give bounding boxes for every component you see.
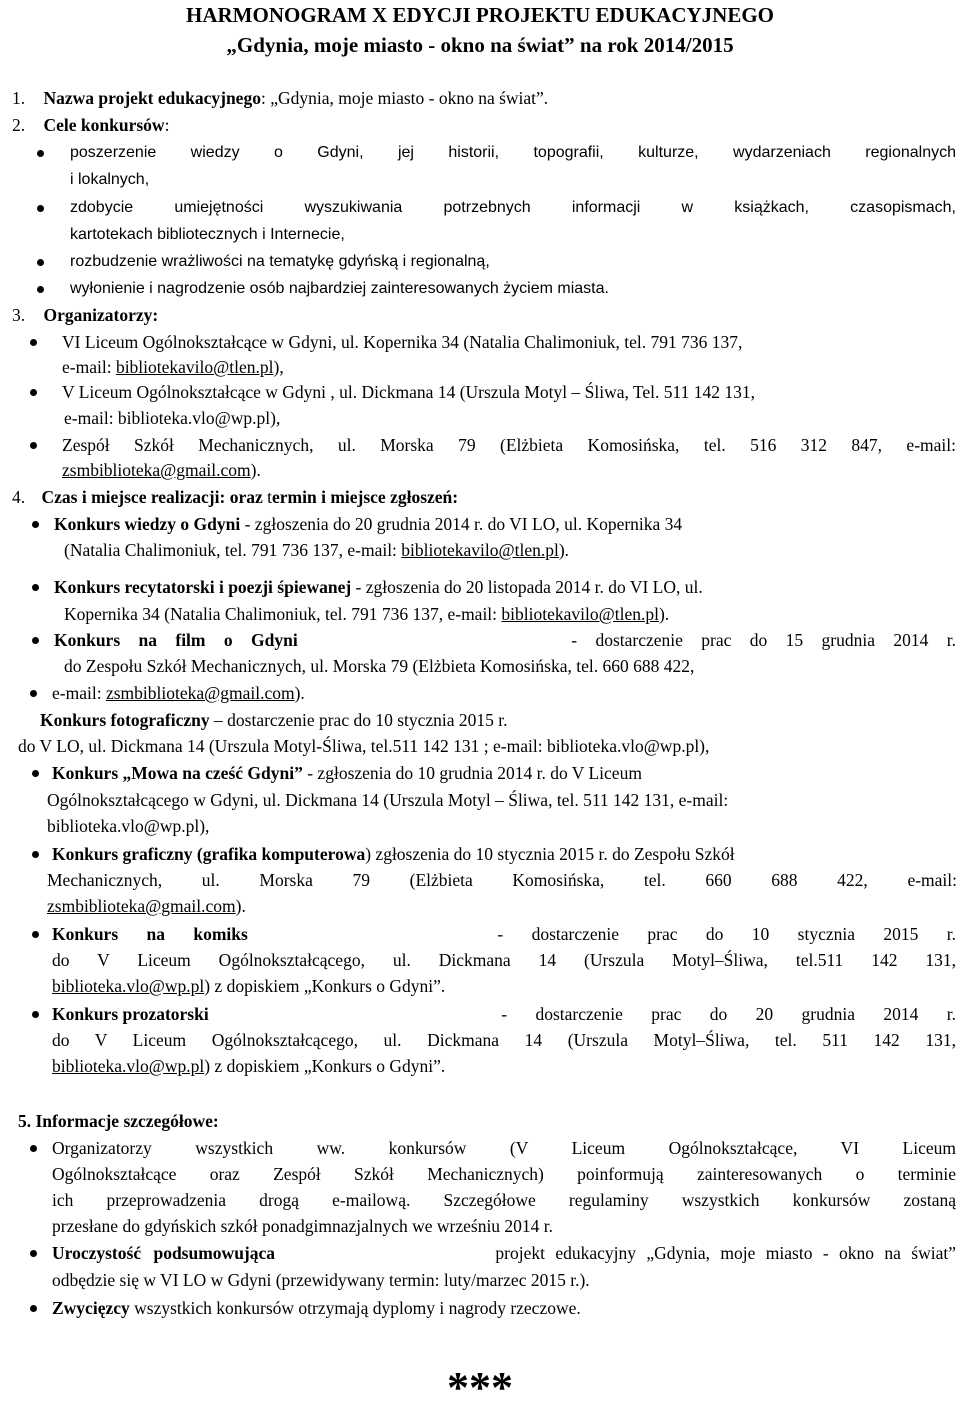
bullet-icon xyxy=(37,286,44,293)
contest-8-line-3 xyxy=(52,1054,445,1078)
contest-8-suffix: ) z dopiskiem „Konkurs o Gdyni”. xyxy=(204,1056,446,1076)
contest-3-line-3 xyxy=(52,681,305,705)
contest-1-title: Konkurs wiedzy o Gdyni xyxy=(54,514,241,534)
bullet-icon xyxy=(37,150,44,157)
info-1-line-4: przesłane do gdyńskich szkół ponadgimnazjalnych we wrześniu 2014 r. xyxy=(52,1216,554,1236)
info-2-details: projekt edukacyjny „Gdynia, moje miasto - okno na świat” xyxy=(495,1243,956,1263)
bullet-icon xyxy=(30,1250,37,1257)
contest-8-email-link[interactable]: biblioteka.vlo@wp.pl xyxy=(52,1056,205,1076)
contest-6-details: ) zgłoszenia do 10 stycznia 2015 r. do Zespołu Szkół xyxy=(365,844,735,864)
contest-3-suffix: ). xyxy=(294,683,305,703)
section-4-label: Czas i miejsce realizacji: oraz xyxy=(41,487,268,507)
goal-1-line-2: i lokalnych, xyxy=(70,171,150,188)
contest-5-line-2: Ogólnokształcącego w Gdyni, ul. Dickmana 14 (Urszula Motyl – Śliwa, tel. 511 142 131, e-mail: xyxy=(47,790,729,810)
contest-6-line-3 xyxy=(47,894,246,918)
contest-1-line-1 xyxy=(54,512,682,536)
section-1-number: 1. xyxy=(12,88,26,108)
title-line-1: HARMONOGRAM X EDYCJI PROJEKTU EDUKACYJNEGO xyxy=(186,3,774,27)
bullet-icon xyxy=(32,770,39,777)
info-3 xyxy=(52,1296,581,1320)
contest-3-email-prefix: e-mail: xyxy=(52,683,106,703)
contest-8-details: - dostarczenie prac do 20 grudnia 2014 r. xyxy=(501,1004,956,1024)
info-3-title: Zwycięzcy xyxy=(52,1298,130,1318)
section-5-label: Informacje szczegółowe: xyxy=(35,1111,219,1131)
bullet-icon xyxy=(30,1145,37,1152)
bullet-icon xyxy=(37,259,44,266)
contest-5-line-3: biblioteka.vlo@wp.pl), xyxy=(47,816,210,836)
contest-2-email-link[interactable]: bibliotekavilo@tlen.pl xyxy=(501,604,659,624)
contest-8-line-2: do V Liceum Ogólnokształcącego, ul. Dickmana 14 (Urszula Motyl–Śliwa, tel. 511 142 131, xyxy=(52,1030,956,1050)
section-2-label: Cele konkursów xyxy=(43,115,165,135)
organizer-1-line-1: VI Liceum Ogólnokształcące w Gdyni, ul. Kopernika 34 (Natalia Chalimoniuk, tel. 791 736 137, xyxy=(62,332,743,352)
contest-7-line-1 xyxy=(52,922,956,946)
contest-2-details: - zgłoszenia do 20 listopada 2014 r. do VI LO, ul. xyxy=(351,577,703,597)
contest-2-line-1 xyxy=(54,575,703,599)
section-5-heading xyxy=(18,1109,219,1133)
section-1-label: Nazwa projekt edukacyjnego xyxy=(43,88,261,108)
bullet-icon xyxy=(32,584,39,591)
contest-7-title: Konkurs na komiks xyxy=(52,924,248,944)
section-3-number: 3. xyxy=(12,305,26,325)
contest-8-title: Konkurs prozatorski xyxy=(52,1004,209,1024)
contest-6-line-1 xyxy=(52,842,735,866)
title-line-2: „Gdynia, moje miasto - okno na świat” na rok 2014/2015 xyxy=(226,33,734,57)
contest-6-email-link[interactable]: zsmbiblioteka@gmail.com xyxy=(47,896,236,916)
goal-2-line-2: kartotekach bibliotecznych i Internecie, xyxy=(70,226,345,243)
info-3-details: wszystkich konkursów otrzymają dyplomy i nagrody rzeczowe. xyxy=(129,1298,581,1318)
bullet-icon xyxy=(30,1305,37,1312)
end-marker: *** xyxy=(447,1363,513,1412)
contest-5-line-1 xyxy=(52,761,642,785)
contest-3-line-2: do Zespołu Szkół Mechanicznych, ul. Morska 79 (Elżbieta Komosińska, tel. 660 688 422, xyxy=(64,656,695,676)
contest-6-suffix: ). xyxy=(235,896,246,916)
bullet-icon xyxy=(32,851,39,858)
contest-3-title: Konkurs na film o Gdyni xyxy=(54,630,298,650)
info-2-line-2: odbędzie się w VI LO w Gdyni (przewidywany termin: luty/marzec 2015 r.). xyxy=(52,1270,590,1290)
contest-3-line-1 xyxy=(54,628,956,652)
goal-4: wyłonienie i nagrodzenie osób najbardziej zainteresowanych życiem miasta. xyxy=(70,280,609,297)
goal-1-line-1: poszerzenie wiedzy o Gdyni, jej historii, topografii, kulturze, wydarzeniach regionalnych xyxy=(70,144,956,161)
section-1-text: : „Gdynia, moje miasto - okno na świat”. xyxy=(260,88,549,108)
contest-2-line-2 xyxy=(64,602,669,626)
organizer-3-line-1: Zespół Szkół Mechanicznych, ul. Morska 79 (Elżbieta Komosińska, tel. 516 312 847, e-mail: xyxy=(62,435,956,455)
contest-7-line-3 xyxy=(52,974,445,998)
section-2-heading xyxy=(12,113,169,137)
organizer-3-line-2 xyxy=(62,458,261,482)
contest-3-details: - dostarczenie prac do 15 grudnia 2014 r. xyxy=(571,630,956,650)
organizer-3-email-link[interactable]: zsmbiblioteka@gmail.com xyxy=(62,460,251,480)
bullet-icon xyxy=(37,205,44,212)
section-2-colon: : xyxy=(164,115,170,135)
section-4-heading xyxy=(12,485,458,509)
contest-8-line-1 xyxy=(52,1002,956,1026)
contest-7-email-link[interactable]: biblioteka.vlo@wp.pl xyxy=(52,976,205,996)
contest-5-details: - zgłoszenia do 10 grudnia 2014 r. do V Liceum xyxy=(302,763,642,783)
bullet-icon xyxy=(32,637,39,644)
info-2-line-1 xyxy=(52,1241,956,1265)
section-3-heading xyxy=(12,303,158,327)
contest-2-suffix: ). xyxy=(658,604,670,624)
bullet-icon xyxy=(30,690,37,697)
bullet-icon xyxy=(30,389,37,396)
info-2-title: Uroczystość podsumowująca xyxy=(52,1243,276,1263)
organizer-1-email-prefix: e-mail: xyxy=(62,357,116,377)
contest-6-title: Konkurs graficzny (grafika komputerowa xyxy=(52,844,366,864)
organizer-2-line-1: V Liceum Ogólnokształcące w Gdyni , ul. Dickmana 14 (Urszula Motyl – Śliwa, Tel. 511 142 131, xyxy=(62,382,755,402)
contest-1-details: - zgłoszenia do 20 grudnia 2014 r. do VI LO, ul. Kopernika 34 xyxy=(240,514,683,534)
section-3-label: Organizatorzy: xyxy=(43,305,159,325)
contest-4-line-1 xyxy=(40,708,508,732)
contest-1-contact: (Natalia Chalimoniuk, tel. 791 736 137, e-mail: xyxy=(64,540,402,560)
bullet-icon xyxy=(32,1011,39,1018)
section-4-number: 4. xyxy=(12,487,26,507)
bullet-icon xyxy=(30,339,37,346)
contest-1-email-link[interactable]: bibliotekavilo@tlen.pl xyxy=(401,540,559,560)
contest-7-suffix: ) z dopiskiem „Konkurs o Gdyni”. xyxy=(204,976,446,996)
section-2-number: 2. xyxy=(12,115,26,135)
goal-3: rozbudzenie wrażliwości na tematykę gdyńską i regionalną, xyxy=(70,253,490,270)
contest-4-line-2: do V LO, ul. Dickmana 14 (Urszula Motyl-Śliwa, tel.511 142 131 ; e-mail: biblioteka.vlo@wp.pl), xyxy=(18,736,710,756)
organizer-2-line-2: e-mail: biblioteka.vlo@wp.pl), xyxy=(64,408,281,428)
section-5-number: 5. xyxy=(18,1111,32,1131)
organizer-1-line-2 xyxy=(62,355,284,379)
contest-2-title: Konkurs recytatorski i poezji śpiewanej xyxy=(54,577,352,597)
goal-2-line-1: zdobycie umiejętności wyszukiwania potrzebnych informacji w książkach, czasopismach, xyxy=(70,199,956,216)
section-4-label-rest: ermin i miejsce zgłoszeń: xyxy=(272,487,459,507)
section-4-label-t: t xyxy=(267,487,272,507)
bullet-icon xyxy=(32,521,39,528)
organizer-3-email-suffix: ). xyxy=(250,460,261,480)
section-1 xyxy=(12,86,548,110)
contest-4-title: Konkurs fotograficzny xyxy=(40,710,210,730)
info-1-line-3: ich przeprowadzenia drogą e-mailową. Szczegółowe regulaminy wszystkich konkursów zostaną xyxy=(52,1190,956,1210)
contest-7-details: - dostarczenie prac do 10 stycznia 2015 r. xyxy=(497,924,956,944)
contest-5-title: Konkurs „Mowa na cześć Gdyni” xyxy=(52,763,303,783)
contest-7-line-2: do V Liceum Ogólnokształcącego, ul. Dickmana 14 (Urszula Motyl–Śliwa, tel.511 142 131, xyxy=(52,950,956,970)
bullet-icon xyxy=(30,442,37,449)
bullet-icon xyxy=(32,931,39,938)
info-1-line-2: Ogólnokształcące oraz Zespół Szkół Mechanicznych) poinformują zainteresowanych o terminie xyxy=(52,1164,956,1184)
organizer-1-email-suffix: ), xyxy=(273,357,284,377)
info-1-line-1: Organizatorzy wszystkich ww. konkursów (V Liceum Ogólnokształcące, VI Liceum xyxy=(52,1138,956,1158)
contest-6-line-2: Mechanicznych, ul. Morska 79 (Elżbieta Komosińska, tel. 660 688 422, e-mail: xyxy=(47,870,957,890)
contest-2-contact: Kopernika 34 (Natalia Chalimoniuk, tel. 791 736 137, e-mail: xyxy=(64,604,502,624)
organizer-1-email-link[interactable]: bibliotekavilo@tlen.pl xyxy=(115,357,274,377)
contest-1-line-2 xyxy=(64,538,569,562)
contest-4-details: – dostarczenie prac do 10 stycznia 2015 r. xyxy=(209,710,508,730)
contest-1-suffix: ). xyxy=(558,540,570,560)
contest-3-email-link[interactable]: zsmbiblioteka@gmail.com xyxy=(105,683,295,703)
